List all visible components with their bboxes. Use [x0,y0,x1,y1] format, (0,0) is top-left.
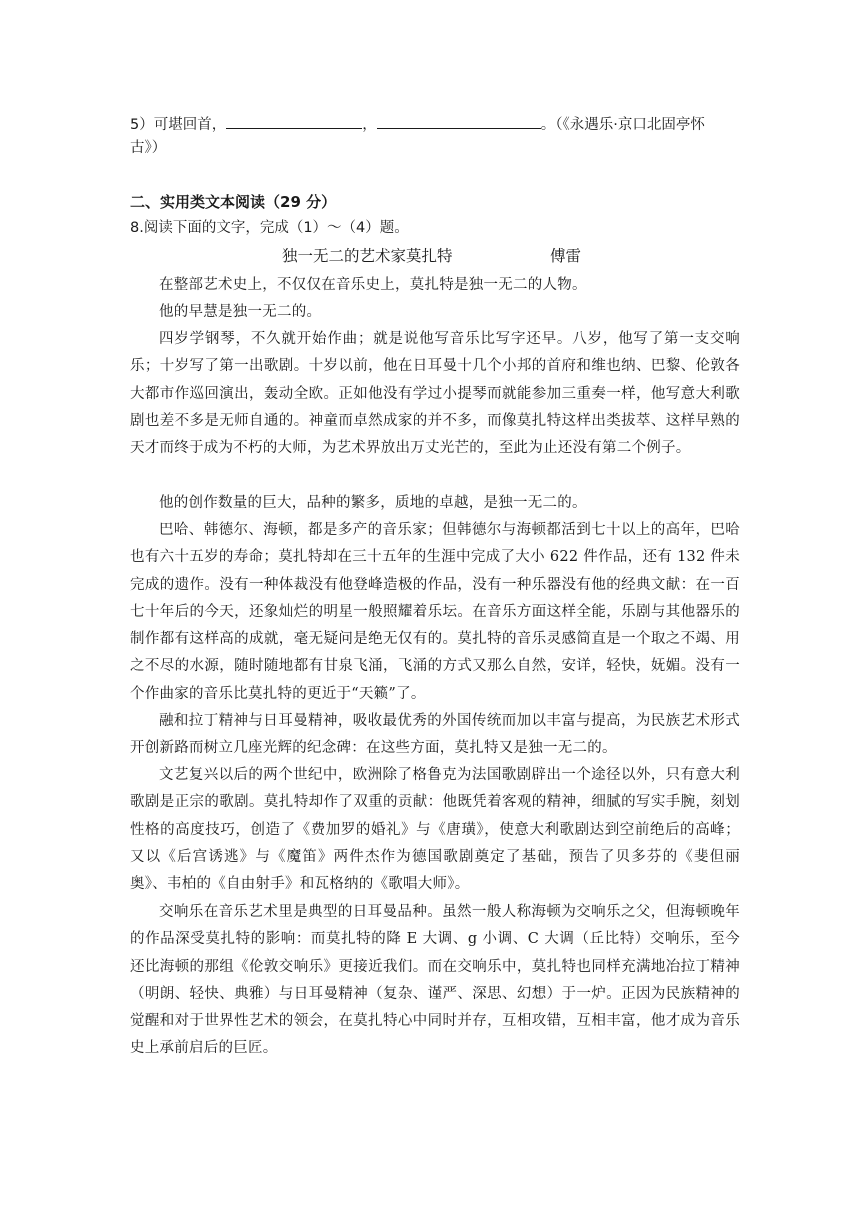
section-heading: 二、实用类文本阅读（29 分） [130,193,337,211]
answer-blank-2[interactable] [377,112,541,129]
question-5-line-2 [130,138,740,158]
article-paragraph: 他的创作数量的巨大，品种的繁多，质地的卓越，是独一无二的。 [159,495,587,511]
article-paragraph: 他的早慧是独一无二的。 [159,304,322,320]
question-5-line [130,112,740,135]
article-paragraph: 融和拉丁精神与日耳曼精神，吸收最优秀的外国传统而加以丰富与提高，为民族艺术形式开创新路而树立几座光辉的纪念碑：在这些方面，莫扎特又是独一无二的。 [130,713,740,757]
question-5-source-end: 古》） [130,140,167,156]
article-author: 傅雷 [550,247,582,265]
question-5-comma: ， [362,117,377,133]
question-5-suffix: 。（《永遇乐·京口北固亭怀 [540,117,705,133]
question-5-prefix: 5）可堪回首， [130,117,227,133]
article-title: 独一无二的艺术家莫扎特 [282,247,453,265]
question-8-instruction: 8.阅读下面的文字，完成（1）～（4）题。 [130,220,409,236]
answer-blank-1[interactable] [226,112,362,129]
article-paragraph: 四岁学钢琴，不久就开始作曲；就是说他写音乐比写字还早。八岁，他写了第一支交响乐；十岁写了第一出歌剧。十岁以前，他在日耳曼十几个小邦的首府和维也纳、巴黎、伦敦各大都市作巡回演出，轰动全欧。正如他没有学过小提琴而就能参加三重奏一样，他写意大利歌剧也差不多是无师自通的。神童而卓然成家的并不多，而像莫扎特这样出类拔萃、这样早熟的天才而终于成为不朽的大师，为艺术界放出万丈光芒的，至此为止还没有第二个例子。 [130,331,740,457]
article-title-row [130,245,740,267]
article-paragraph: 在整部艺术史上，不仅仅在音乐史上，莫扎特是独一无二的人物。 [159,277,587,293]
article-paragraph: 巴哈、韩德尔、海顿，都是多产的音乐家；但韩德尔与海顿都活到七十以上的高年，巴哈也有六十五岁的寿命；莫扎特却在三十五年的生涯中完成了大小 622 件作品，还有 132 件未完成的遗作。没有一种体裁没有他登峰造极的作品，没有一种乐器没有他的经典文献：在一百七十年后的今天，还象灿烂的明星一般照耀着乐坛。在音乐方面这样全能，乐剧与其他器乐的制作都有这样高的成就，毫无疑问是绝无仅有的。莫扎特的音乐灵感简直是一个取之不竭、用之不尽的水源，随时随地都有甘泉飞涌，飞涌的方式又那么自然，安详，轻快，妩媚。没有一个作曲家的音乐比莫扎特的更近于“天籁”了。 [130,522,740,702]
article-paragraph: 交响乐在音乐艺术里是典型的日耳曼品种。虽然一般人称海顿为交响乐之父，但海顿晚年的作品深受莫扎特的影响：而莫扎特的降 E 大调、g 小调、C 大调（丘比特）交响乐，至今还比海顿的那组《伦敦交响乐》更接近我们。而在交响乐中，莫扎特也同样充满地冶拉丁精神（明朗、轻快、典雅）与日耳曼精神（复杂、谨严、深思、幻想）于一炉。正因为民族精神的觉醒和对于世界性艺术的领会，在莫扎特心中同时并存，互相攻错，互相丰富，他才成为音乐史上承前启后的巨匠。 [130,904,740,1057]
article-paragraph: 文艺复兴以后的两个世纪中，欧洲除了格鲁克为法国歌剧辟出一个途径以外，只有意大利歌剧是正宗的歌剧。莫扎特却作了双重的贡献：他既凭着客观的精神，细腻的写实手腕，刻划性格的高度技巧，创造了《费加罗的婚礼》与《唐璜》，使意大利歌剧达到空前绝后的高峰；又以《后宫诱逃》与《魔笛》两件杰作为德国歌剧奠定了基础，预告了贝多芬的《斐但丽奥》、韦柏的《自由射手》和瓦格纳的《歌唱大师》。 [130,767,740,893]
